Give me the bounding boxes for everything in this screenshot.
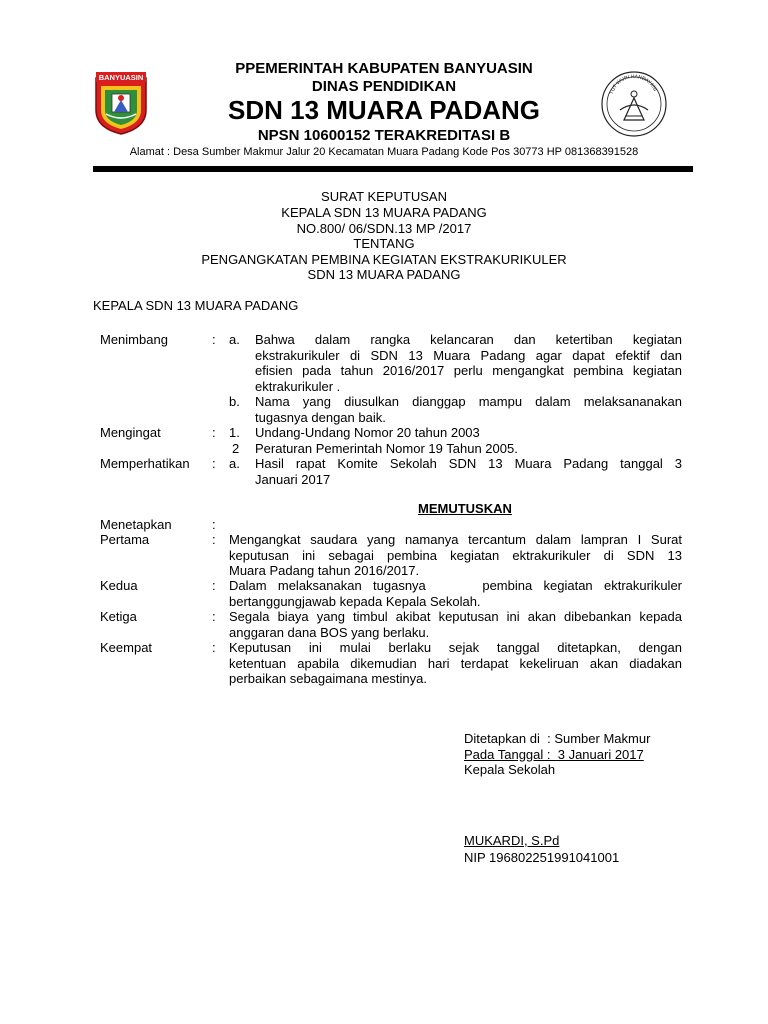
mengingat-item: Undang-Undang Nomor 20 tahun 2003	[255, 425, 480, 440]
title-line-5: PENGANGKATAN PEMBINA KEGIATAN EKSTRAKURIKULER	[201, 252, 567, 267]
title-line-2: KEPALA SDN 13 MUARA PADANG	[281, 205, 487, 220]
mengingat-item: Peraturan Pemerintah Nomor 19 Tahun 2005.	[255, 440, 518, 456]
mengingat-label: Mengingat	[100, 425, 161, 440]
menimbang-b-line: tugasnya dengan baik.	[255, 409, 386, 425]
signatory-name: MUKARDI, S.Pd	[464, 833, 560, 848]
government-name: PPEMERINTAH KABUPATEN BANYUASIN	[235, 60, 533, 77]
colon: :	[212, 532, 216, 547]
memperhatikan-label: Memperhatikan	[100, 456, 190, 471]
colon: :	[212, 609, 216, 624]
menimbang-a-line: ektrakurikuler .	[255, 378, 341, 394]
colon: :	[212, 456, 216, 471]
ketiga-line: Segala biaya yang timbul akibat keputusan ini akan dibebankan kepada	[229, 609, 682, 624]
agency-name: DINAS PENDIDIKAN	[311, 78, 457, 95]
colon: :	[212, 578, 216, 593]
title-line-1: SURAT KEPUTUSAN	[321, 189, 447, 204]
menimbang-a-line: ekstrakurikuler di SDN 13 Muara Padang agar dapat efektif dan	[255, 347, 682, 363]
kedua-line: bertanggungjawab kepada Kepala Sekolah.	[229, 593, 481, 609]
letterhead-divider	[93, 166, 693, 172]
pertama-line: keputusan ini sebagai pembina kegiatan ektrakurikuler di SDN 13	[229, 547, 682, 563]
keempat-line: perbaikan sebagaimana mestinya.	[229, 671, 428, 686]
list-marker: a.	[229, 456, 240, 471]
ketiga-line: anggaran dana BOS yang berlaku.	[229, 624, 430, 640]
keempat-line: Keputusan ini mulai berlaku sejak tanggal ditetapkan, dengan	[229, 640, 682, 655]
memperhatikan-line: Hasil rapat Komite Sekolah SDN 13 Muara Padang tanggal 3	[255, 456, 682, 471]
menimbang-a-line: Bahwa dalam rangka kelancaran dan ketertiban kegiatan	[255, 332, 682, 347]
pertama-line: Muara Padang tahun 2016/2017.	[229, 563, 420, 578]
memperhatikan-line: Januari 2017	[255, 471, 331, 487]
colon: :	[212, 640, 216, 655]
decision-heading: MEMUTUSKAN	[418, 501, 512, 516]
colon: :	[212, 517, 216, 532]
menimbang-label: Menimbang	[100, 332, 168, 347]
list-marker: a.	[229, 332, 240, 347]
list-marker: 1.	[229, 425, 240, 440]
signature-place: Ditetapkan di : Sumber Makmur	[464, 731, 651, 746]
kedua-label: Kedua	[100, 578, 138, 593]
svg-text:TUT WURI HANDAYANI: TUT WURI HANDAYANI	[608, 73, 658, 96]
keempat-line: ketentuan apabila dikemudian hari terdapat kekeliruan akan diadakan	[229, 655, 682, 671]
signature-position: Kepala Sekolah	[464, 762, 556, 777]
kedua-line: Dalam melaksanakan tugasnya pembina kegiatan ektrakurikuler	[229, 578, 682, 593]
menimbang-b-line: Nama yang diusulkan dianggap mampu dalam melaksananakan	[255, 394, 682, 409]
pertama-line: Mengangkat saudara yang namanya tercantum dalam lampran I Surat	[229, 532, 682, 547]
keempat-label: Keempat	[100, 640, 153, 655]
title-line-6: SDN 13 MUARA PADANG	[307, 267, 461, 282]
colon: :	[212, 332, 216, 347]
npsn-accreditation: NPSN 10600152 TERAKREDITASI B	[257, 127, 511, 144]
title-line-3: NO.800/ 06/SDN.13 MP /2017	[296, 221, 472, 236]
list-marker: b.	[229, 394, 240, 409]
svg-text:BANYUASIN: BANYUASIN	[98, 73, 144, 82]
signatory-nip: NIP 196802251991041001	[464, 850, 620, 865]
signature-date: Pada Tanggal : 3 Januari 2017	[464, 746, 644, 762]
menimbang-a-line: efisien pada tahun 2016/2017 perlu mengangkat pembina kegiatan	[255, 363, 682, 378]
addressee: KEPALA SDN 13 MUARA PADANG	[93, 298, 299, 313]
ketiga-label: Ketiga	[100, 609, 137, 624]
school-name: SDN 13 MUARA PADANG	[227, 95, 541, 125]
menetapkan-label: Menetapkan	[100, 517, 172, 532]
school-address: Alamat : Desa Sumber Makmur Jalur 20 Kecamatan Muara Padang Kode Pos 30773 HP 081368391528	[129, 146, 639, 158]
title-line-4: TENTANG	[353, 236, 415, 251]
pertama-label: Pertama	[100, 532, 150, 547]
colon: :	[212, 425, 216, 440]
list-marker: 2	[232, 440, 240, 456]
